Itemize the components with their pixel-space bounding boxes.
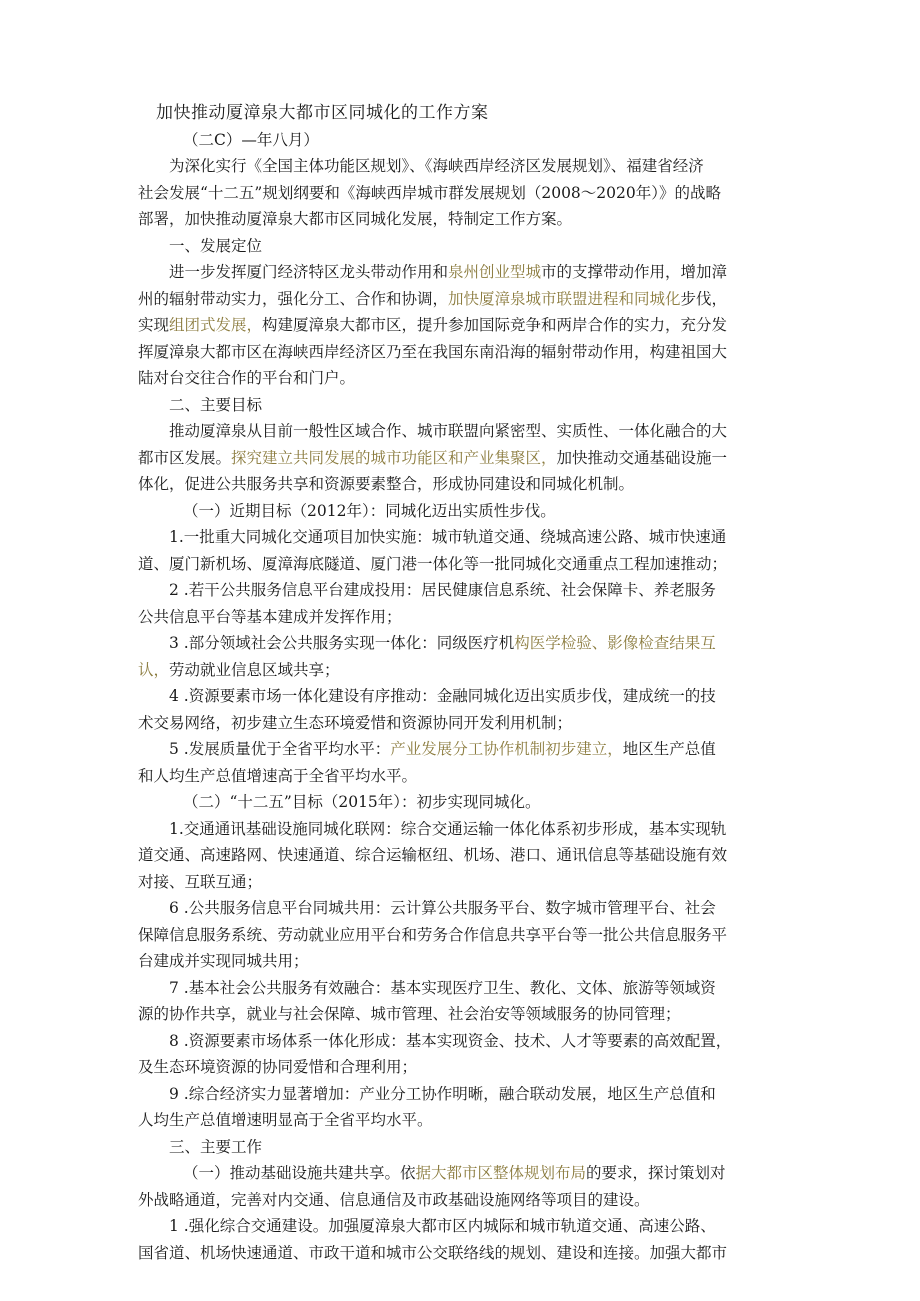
text-segment: 人均生产总值增速明显高于全省平均水平。 — [138, 1111, 433, 1129]
text-segment: （一）近期目标（2012年）：同城化迈出实质性步伐。 — [183, 501, 556, 520]
text-line — [138, 1187, 798, 1214]
text-line — [138, 710, 798, 737]
highlighted-text: 产业发展分工协作机制初步建立， — [390, 740, 623, 758]
text-segment: 及生态环境资源的协同爱惜和合理利用； — [138, 1058, 418, 1076]
text-segment: 二、主要目标 — [169, 395, 263, 414]
text-segment: 对接、互联互通； — [138, 872, 263, 891]
text-line — [138, 471, 798, 498]
text-line — [138, 816, 798, 843]
text-line — [138, 657, 798, 684]
text-segment: 台建成并实现同城共用； — [138, 952, 309, 970]
document-date: （二C）—年八月） — [183, 130, 319, 149]
text-segment: 都市区发展。 — [138, 448, 232, 467]
text-line — [138, 498, 798, 525]
text-segment: 市的支撑带动作用，增加漳 — [541, 263, 728, 281]
text-line — [138, 975, 798, 1002]
text-line — [138, 180, 798, 207]
text-line — [138, 233, 798, 260]
highlighted-text: 加快厦漳泉城市联盟进程和同城化 — [448, 289, 681, 308]
text-segment: 进一步发挥厦门经济特区龙头带动作用和 — [169, 263, 449, 281]
text-segment: 推动厦漳泉从目前一般性区域合作、城市联盟向紧密型、实质性、一体化融合的大 — [169, 422, 728, 440]
text-segment: 术交易网络，初步建立生态环境爱惜和资源协同开发利用机制； — [138, 713, 573, 732]
text-line — [138, 922, 798, 949]
text-segment: 三、主要工作 — [169, 1137, 263, 1156]
text-line — [138, 206, 798, 233]
text-segment: 道、厦门新机场、厦漳海底隧道、厦门港一体化等一批同城化交通重点工程加速推动； — [138, 554, 728, 573]
text-line — [138, 683, 798, 710]
highlighted-text: 据大都市区整体规划布局 — [415, 1164, 587, 1182]
text-line — [138, 1081, 798, 1108]
text-segment: 2 .若干公共服务信息平台建成投用：居民健康信息系统、社会保障卡、养老服务 — [169, 581, 716, 599]
text-line — [138, 1160, 798, 1187]
text-segment: 的要求，探讨策划对 — [586, 1164, 726, 1182]
text-segment: 保障信息服务系统、劳动就业应用平台和劳务合作信息共享平台等一批公共信息服务平 — [138, 925, 728, 944]
document-body — [138, 153, 798, 1266]
text-line — [138, 948, 798, 975]
document-title: 加快推动厦漳泉大都市区同城化的工作方案 — [156, 103, 489, 123]
text-line — [138, 630, 798, 657]
text-line — [138, 1213, 798, 1240]
text-line — [138, 1107, 798, 1134]
text-segment: 加快推动交通基础设施一 — [556, 448, 728, 467]
text-line — [138, 869, 798, 896]
text-segment: 1 .强化综合交通建设。加强厦漳泉大都市区内城际和城市轨道交通、高速公路、 — [169, 1217, 716, 1235]
text-segment: 1.一批重大同城化交通项目加快实施：城市轨道交通、绕城高速公路、城市快速通 — [169, 528, 727, 546]
text-line — [138, 365, 798, 392]
text-segment: 社会发展“十二五”规划纲要和《海峡西岸城市群发展规划（2008～2020年）》的战略 — [138, 183, 721, 202]
text-segment: 为深化实行《全国主体功能区规划》、《海峡西岸经济区发展规划》、福建省经济 — [169, 157, 704, 175]
text-line — [138, 789, 798, 816]
text-segment: 外战略通道，完善对内交通、信息通信及市政基础设施网络等项目的建设。 — [138, 1190, 650, 1209]
text-line — [138, 392, 798, 419]
text-segment: 公共信息平台等基本建成并发挥作用； — [138, 607, 402, 626]
highlighted-text: 认， — [138, 660, 170, 679]
text-line — [138, 895, 798, 922]
text-segment: 挥厦漳泉大都市区在海峡西岸经济区乃至在我国东南沿海的辐射带动作用，构建祖国大 — [138, 342, 728, 361]
text-segment: 1.交通通讯基础设施同城化联网：综合交通运输一体化体系初步形成，基本实现轨 — [169, 819, 727, 838]
text-segment: （一）推动基础设施共建共享。依 — [183, 1164, 416, 1182]
text-line — [138, 312, 798, 339]
text-segment: 州的辐射带动实力，强化分工、合作和协调， — [138, 289, 449, 308]
text-segment: 和人均生产总值增速高于全省平均水平。 — [138, 766, 418, 785]
text-segment: 陆对台交往合作的平台和门户。 — [138, 369, 356, 387]
text-line — [138, 1001, 798, 1028]
text-segment: 3 .部分领域社会公共服务实现一体化：同级医疗机 — [169, 634, 515, 652]
text-segment: 9 .综合经济实力显著增加：产业分工协作明晰，融合联动发展，地区生产总值和 — [169, 1084, 716, 1103]
text-segment: 实现 — [138, 316, 170, 334]
highlighted-text: 泉州创业型城 — [448, 263, 542, 281]
text-line — [138, 577, 798, 604]
text-segment: （二）“十二五”目标（2015年）：初步实现同城化。 — [183, 793, 541, 811]
text-segment: 道交通、高速路网、快速通道、综合运输枢纽、机场、港口、通讯信息等基础设施有效 — [138, 846, 728, 864]
text-line — [138, 551, 798, 578]
text-line — [138, 763, 798, 790]
text-line — [138, 286, 798, 313]
text-segment: 8 .资源要素市场体系一体化形成：基本实现资金、技术、人才等要素的高效配置， — [169, 1031, 732, 1050]
text-line — [138, 1240, 798, 1267]
document-page — [138, 100, 798, 1266]
text-line — [138, 524, 798, 551]
text-segment: 劳动就业信息区域共享； — [169, 660, 340, 679]
text-line — [138, 259, 798, 286]
text-line — [138, 445, 798, 472]
text-line — [138, 1028, 798, 1055]
text-segment: 部署，加快推动厦漳泉大都市区同城化发展，特制定工作方案。 — [138, 210, 573, 228]
text-line — [138, 153, 798, 180]
text-line — [138, 1054, 798, 1081]
text-segment: 一、发展定位 — [169, 236, 263, 255]
text-segment: 国省道、机场快速通道、市政干道和城市公交联络线的规划、建设和连接。加强大都市 — [138, 1243, 728, 1262]
highlighted-text: 构医学检验、影像检查结果互 — [514, 634, 716, 652]
text-segment: 构建厦漳泉大都市区，提升参加国际竞争和两岸合作的实力，充分发 — [262, 316, 728, 334]
text-line — [138, 736, 798, 763]
text-segment: 源的协作共享，就业与社会保障、城市管理、社会治安等领域服务的协同管理； — [138, 1005, 681, 1023]
text-line — [138, 339, 798, 366]
text-line — [138, 418, 798, 445]
text-line — [138, 842, 798, 869]
text-line — [138, 604, 798, 631]
text-line — [138, 1134, 798, 1161]
text-segment: 5 .发展质量优于全省平均水平： — [169, 740, 391, 758]
text-segment: 体化，促进公共服务共享和资源要素整合，形成协同建设和同城化机制。 — [138, 475, 635, 493]
text-segment: 地区生产总值 — [622, 740, 716, 758]
highlighted-text: 探究建立共同发展的城市功能区和产业集聚区， — [231, 448, 557, 467]
text-segment: 步伐， — [680, 289, 728, 308]
text-segment: 4 .资源要素市场一体化建设有序推动：金融同城化迈出实质步伐，建成统一的技 — [169, 687, 716, 705]
text-segment: 7 .基本社会公共服务有效融合：基本实现医疗卫生、教化、文体、旅游等领域资 — [169, 978, 716, 997]
text-segment: 6 .公共服务信息平台同城共用：云计算公共服务平台、数字城市管理平台、社会 — [169, 899, 716, 917]
highlighted-text: 组团式发展， — [169, 316, 263, 334]
